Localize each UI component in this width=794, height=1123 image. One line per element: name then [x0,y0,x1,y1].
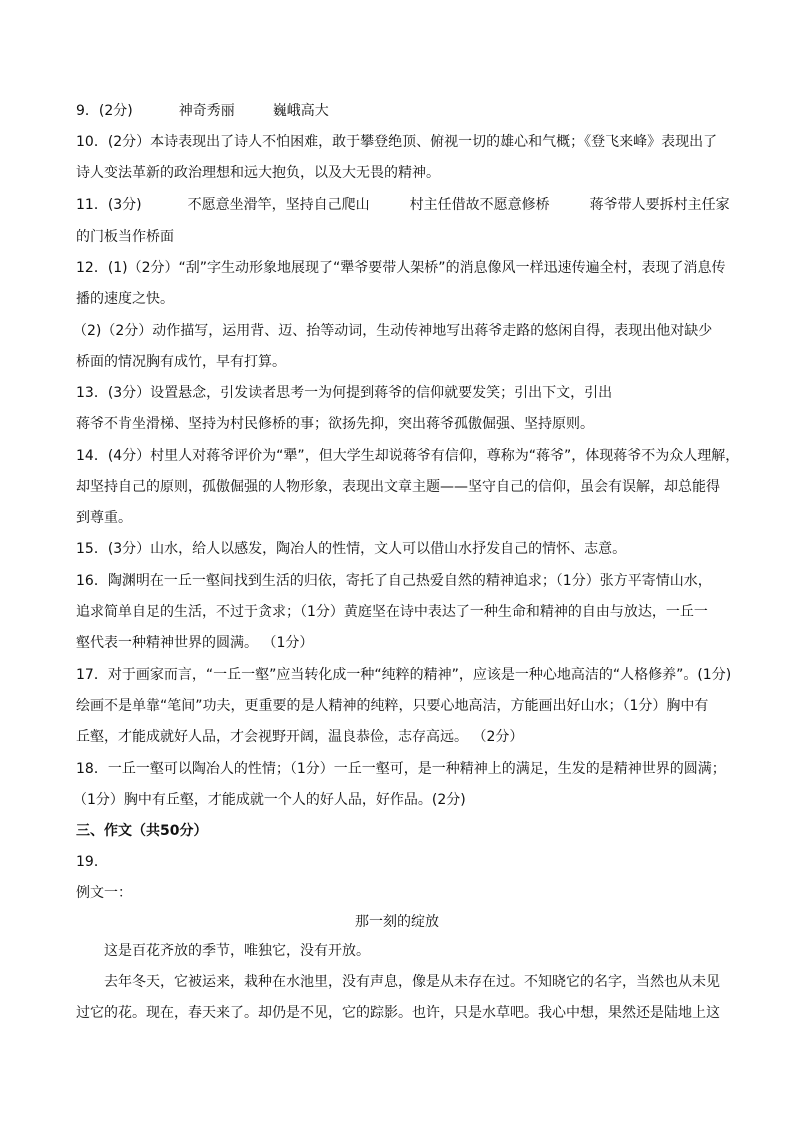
answer-14-line2: 却坚持自己的原则，孤傲倔强的人物形象，表现出文章主题——坚守自己的信仰，虽会有误解，却总能得 [76,479,720,495]
essay-paragraph-2-line1: 去年冬天，它被运来，栽种在水池里，没有声息，像是从未存在过。不知晓它的名字，当然也从未见 [104,974,720,990]
essay-paragraph-1: 这是百花齐放的季节，唯独它，没有开放。 [104,943,370,959]
answer-10-line2: 诗人变法革新的政治理想和远大抱负，以及大无畏的精神。 [76,165,440,181]
answer-17-line3: 丘壑，才能成就好人品，才会视野开阔，温良恭俭，志存高远。 （2分） [76,729,524,745]
answer-17-line1: 17．对于画家而言，“一丘一壑”应当转化成一种“纯粹的精神”，应该是一种心地高洁的“人格修养”。(1分) [76,667,732,683]
question-19-number: 19． [76,854,108,870]
answer-12-line2: 播的速度之快。 [76,291,174,307]
answer-16-line1: 16．陶渊明在一丘一壑间找到生活的归依，寄托了自己热爱自然的精神追求；（1分）张方平寄情山水， [76,573,712,589]
answer-11-line2: 的门板当作桥面 [76,229,174,245]
answer-13-line2: 蒋爷不肯坐滑梯、坚持为村民修桥的事；欲扬先抑，突出蒋爷孤傲倔强、坚持原则。 [76,416,594,432]
answer-15: 15．(3分）山水，给人以感发，陶冶人的性情，文人可以借山水抒发自己的情怀、志意。 [76,541,627,557]
answer-16-line2: 追求简单自足的生活，不过于贪求；（1分）黄庭坚在诗中表达了一种生命和精神的自由与放达，一丘一 [76,604,708,620]
answer-14-line1: 14．(4分）村里人对蒋爷评价为“犟”，但大学生却说蒋爷有信仰，尊称为“蒋爷”，体现蒋爷不为众人理解， [76,448,740,464]
answer-10-line1: 10．(2分）本诗表现出了诗人不怕困难，敢于攀登绝顶、俯视一切的雄心和气概；《登飞来峰》表现出了 [76,134,718,150]
answer-12-line3: （2)（2分）动作描写，运用背、迈、抬等动词，生动传神地写出蒋爷走路的悠闲自得，表现出他对缺少 [73,323,713,339]
answer-14-line3: 到尊重。 [76,510,132,526]
answer-11: 11．(3分) 不愿意坐滑竿，坚持自己爬山 村主任借故不愿意修桥 蒋爷带人要拆村主任家 [76,197,730,213]
answer-12-line4: 桥面的情况胸有成竹，早有打算。 [76,354,286,370]
answer-17-line2: 绘画不是单靠“笔间”功夫，更重要的是人精神的纯粹，只要心地高洁，方能画出好山水；（1分）胸中有 [76,698,709,714]
section-heading-composition: 三、作文（共50分） [76,823,208,839]
example-label: 例文一： [76,885,132,901]
essay-title: 那一刻的绽放 [355,914,439,930]
answer-9: 9．(2分) 神奇秀丽 巍峨高大 [76,103,329,119]
answer-12-line1: 12．(1)（2分）“刮”字生动形象地展现了“犟爷要带人架桥”的消息像风一样迅速传遍全村，表现了消息传 [76,260,726,276]
answer-13-line1: 13．(3分）设置悬念，引发读者思考一为何提到蒋爷的信仰就要发笑；引出下文，引出 [76,385,613,401]
answer-18-line2: （1分）胸中有丘壑，才能成就一个人的好人品，好作品。(2分) [73,792,466,808]
essay-paragraph-2-line2: 过它的花。现在，春天来了。却仍是不见，它的踪影。也许，只是水草吧。我心中想，果然还是陆地上这 [76,1005,720,1021]
answer-18-line1: 18．一丘一壑可以陶冶人的性情；（1分）一丘一壑可，是一种精神上的满足，生发的是精神世界的圆满； [76,761,726,777]
answer-16-line3: 壑代表一种精神世界的圆满。 （1分） [76,635,314,651]
